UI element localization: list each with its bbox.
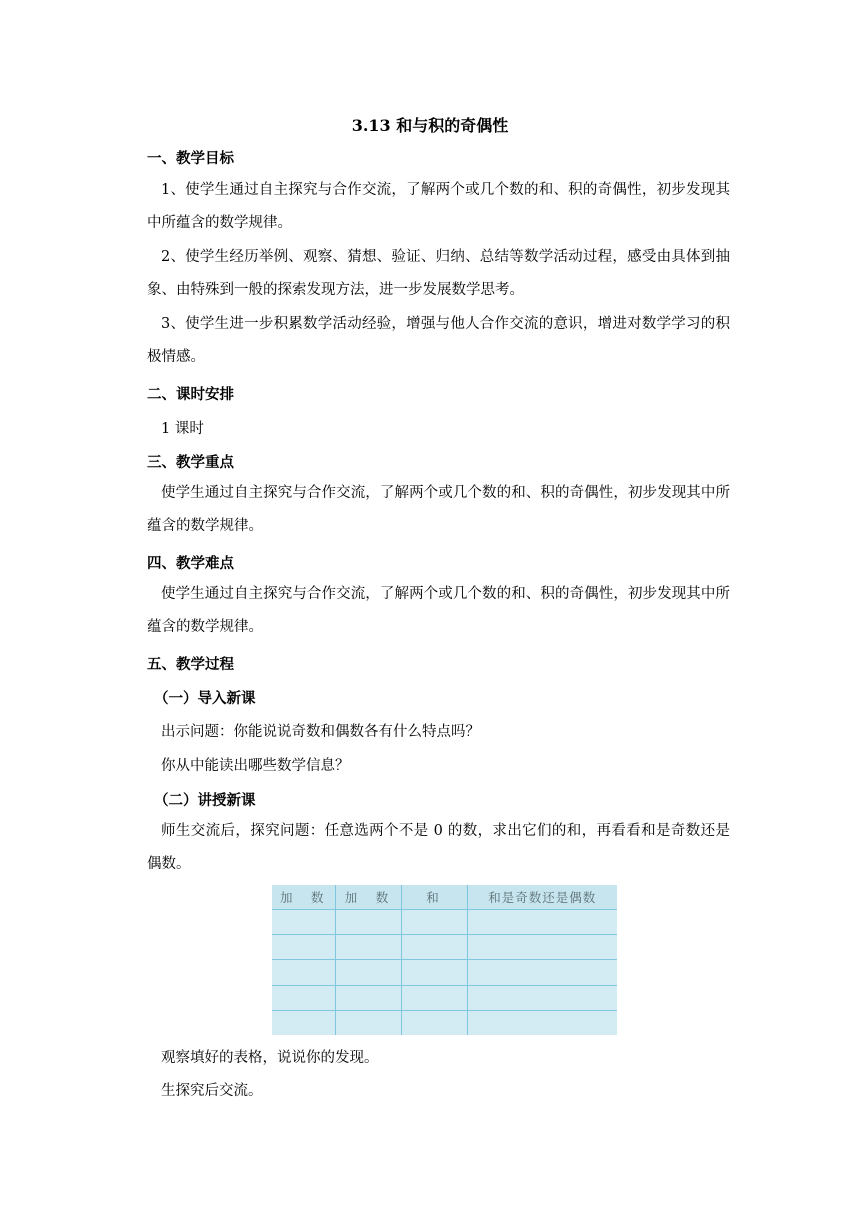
addition-parity-table	[272, 885, 617, 1035]
key-points-text: 使学生通过自主探究与合作交流，了解两个或几个数的和、积的奇偶性，初步发现其中所蕴含的数学规律。	[147, 485, 730, 534]
table-cell	[401, 935, 467, 960]
intro-line-1: 出示问题：你能说说奇数和偶数各有什么特点吗？	[161, 724, 480, 740]
table-cell	[467, 910, 617, 935]
table-cell	[335, 935, 401, 960]
heading-goals: 一、教学目标	[147, 150, 234, 167]
table-cell	[272, 985, 335, 1010]
goal-item-3: 3、使学生进一步积累数学活动经验，增强与他人合作交流的意识，增进对数学学习的积极情感。	[147, 316, 730, 365]
table-cell	[272, 910, 335, 935]
table-cell	[401, 1010, 467, 1035]
subheading-intro: （一）导入新课	[154, 690, 256, 707]
heading-schedule: 二、课时安排	[147, 386, 234, 403]
table-cell	[335, 960, 401, 985]
lesson-text: 师生交流后，探究问题：任意选两个不是 0 的数，求出它们的和，再看看和是奇数还是偶数。	[147, 823, 730, 872]
header-addend-2: 加 数	[335, 885, 401, 910]
table-row	[272, 985, 617, 1010]
table-cell	[467, 985, 617, 1010]
difficulties-text: 使学生通过自主探究与合作交流，了解两个或几个数的和、积的奇偶性，初步发现其中所蕴含的数学规律。	[147, 586, 730, 635]
table-cell	[401, 960, 467, 985]
table-row	[272, 1010, 617, 1035]
goal-item-2: 2、使学生经历举例、观察、猜想、验证、归纳、总结等数学活动过程，感受由具体到抽象、由特殊到一般的探索发现方法，进一步发展数学思考。	[147, 249, 730, 298]
header-addend-1: 加 数	[272, 885, 335, 910]
table-cell	[335, 910, 401, 935]
goal-item-1: 1、使学生通过自主探究与合作交流，了解两个或几个数的和、积的奇偶性，初步发现其中所蕴含的数学规律。	[147, 182, 730, 231]
header-sum-parity: 和是奇数还是偶数	[467, 885, 617, 910]
table-cell	[272, 1010, 335, 1035]
after-line-1: 观察填好的表格，说说你的发现。	[161, 1050, 379, 1066]
table-cell	[401, 910, 467, 935]
table-cell	[335, 985, 401, 1010]
header-sum: 和	[401, 885, 467, 910]
schedule-text: 1 课时	[161, 421, 204, 437]
document-title: 3.13 和与积的奇偶性	[351, 116, 509, 135]
table-row	[272, 910, 617, 935]
subheading-lesson: （二）讲授新课	[154, 792, 256, 809]
after-line-2: 生探究后交流。	[161, 1083, 263, 1099]
intro-line-2: 你从中能读出哪些数学信息？	[161, 758, 350, 774]
table-cell	[401, 985, 467, 1010]
heading-difficulties: 四、教学难点	[147, 555, 234, 572]
table-cell	[335, 1010, 401, 1035]
table-cell	[272, 960, 335, 985]
table-cell	[467, 1010, 617, 1035]
heading-process: 五、教学过程	[147, 656, 234, 673]
heading-key-points: 三、教学重点	[147, 454, 234, 471]
table-cell	[467, 960, 617, 985]
table-cell	[467, 935, 617, 960]
table-row	[272, 935, 617, 960]
table-row	[272, 960, 617, 985]
table-cell	[272, 935, 335, 960]
table-header-row	[272, 885, 617, 910]
